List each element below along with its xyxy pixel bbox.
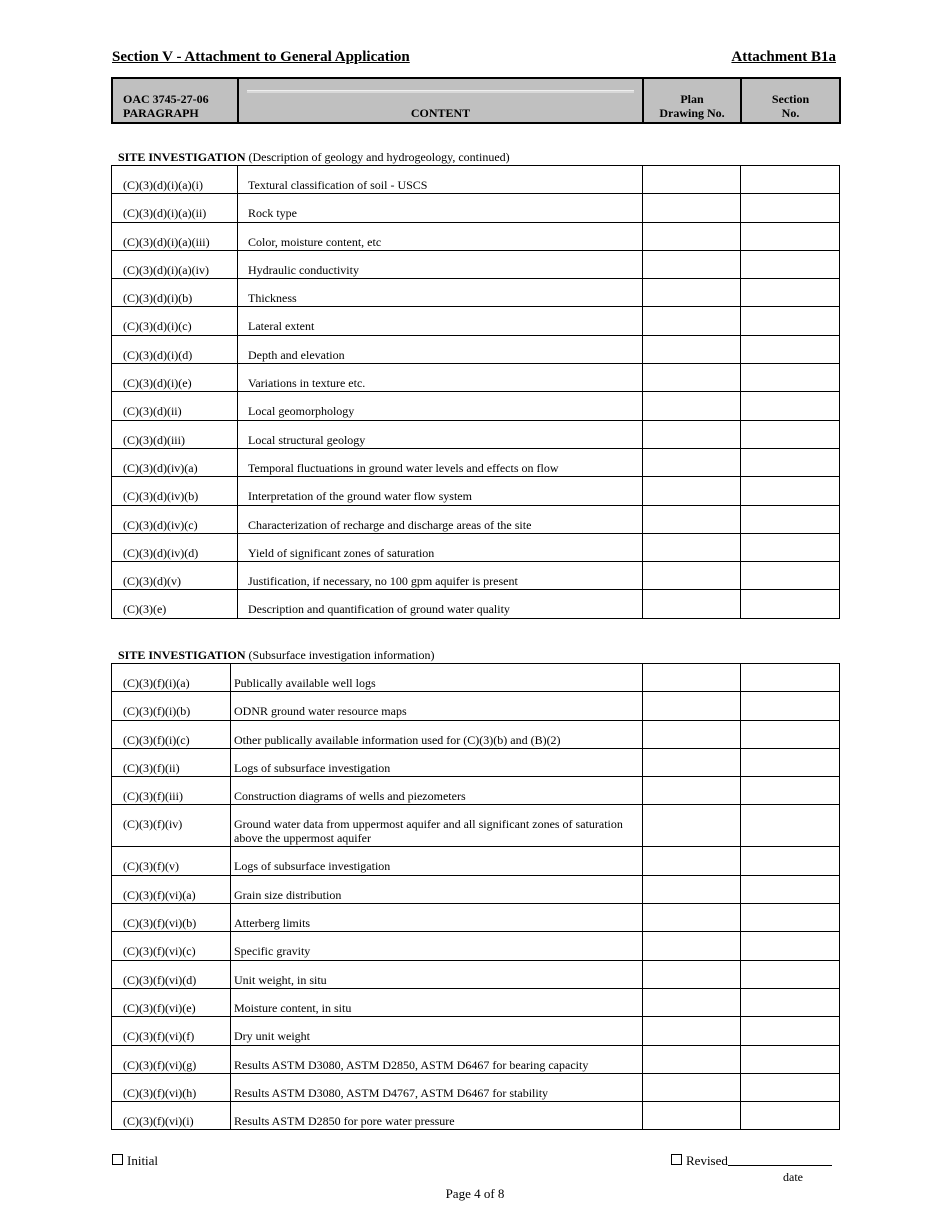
paragraph-ref: (C)(3)(f)(i)(b) bbox=[112, 692, 231, 720]
content-desc: Local geomorphology bbox=[238, 392, 643, 420]
plan-drawing-cell[interactable] bbox=[643, 1073, 741, 1101]
section-no-cell[interactable] bbox=[741, 1073, 840, 1101]
paragraph-ref: (C)(3)(f)(iii) bbox=[112, 777, 231, 805]
section-no-cell[interactable] bbox=[741, 307, 840, 335]
table-row bbox=[112, 805, 840, 847]
section-no-cell[interactable] bbox=[741, 692, 840, 720]
subsurface-table bbox=[111, 663, 840, 1130]
section-header-line2: No. bbox=[781, 106, 800, 120]
section-no-cell[interactable] bbox=[741, 932, 840, 960]
paragraph-ref: (C)(3)(f)(vi)(h) bbox=[112, 1073, 231, 1101]
content-desc: Ground water data from uppermost aquifer and all significant zones of saturation above the uppermost aquifer bbox=[231, 805, 643, 847]
plan-header-line1: Plan bbox=[680, 92, 704, 106]
section-no-cell[interactable] bbox=[741, 166, 840, 194]
paragraph-ref: (C)(3)(d)(i)(d) bbox=[112, 335, 238, 363]
plan-drawing-cell[interactable] bbox=[643, 477, 741, 505]
table-row bbox=[112, 932, 840, 960]
paragraph-ref: (C)(3)(d)(ii) bbox=[112, 392, 238, 420]
plan-drawing-cell[interactable] bbox=[643, 505, 741, 533]
table-row bbox=[112, 250, 840, 278]
plan-drawing-cell[interactable] bbox=[643, 166, 741, 194]
section-no-cell[interactable] bbox=[741, 250, 840, 278]
table-row bbox=[112, 166, 840, 194]
table-row bbox=[112, 664, 840, 692]
table-row bbox=[112, 1017, 840, 1045]
content-desc: Textural classification of soil - USCS bbox=[238, 166, 643, 194]
content-desc: Characterization of recharge and discharge areas of the site bbox=[238, 505, 643, 533]
paragraph-ref: (C)(3)(f)(vi)(c) bbox=[112, 932, 231, 960]
table-row bbox=[112, 477, 840, 505]
plan-drawing-cell[interactable] bbox=[643, 875, 741, 903]
section2-subtitle: (Subsurface investigation information) bbox=[248, 648, 435, 662]
plan-drawing-cell[interactable] bbox=[643, 847, 741, 875]
plan-drawing-cell[interactable] bbox=[643, 364, 741, 392]
plan-drawing-cell[interactable] bbox=[643, 307, 741, 335]
paragraph-ref: (C)(3)(d)(iv)(c) bbox=[112, 505, 238, 533]
plan-drawing-cell[interactable] bbox=[643, 222, 741, 250]
plan-drawing-cell[interactable] bbox=[643, 904, 741, 932]
plan-drawing-cell[interactable] bbox=[643, 392, 741, 420]
section2-heading bbox=[118, 648, 434, 663]
paragraph-ref: (C)(3)(d)(iii) bbox=[112, 420, 238, 448]
paragraph-ref: (C)(3)(d)(i)(a)(iv) bbox=[112, 250, 238, 278]
table-row bbox=[112, 692, 840, 720]
plan-drawing-cell[interactable] bbox=[643, 988, 741, 1016]
content-desc: Unit weight, in situ bbox=[231, 960, 643, 988]
plan-drawing-cell[interactable] bbox=[643, 562, 741, 590]
plan-drawing-cell[interactable] bbox=[643, 960, 741, 988]
table-row bbox=[112, 1102, 840, 1130]
content-desc: Logs of subsurface investigation bbox=[231, 748, 643, 776]
content-desc: Hydraulic conductivity bbox=[238, 250, 643, 278]
paragraph-column-header bbox=[112, 78, 238, 123]
content-desc: Justification, if necessary, no 100 gpm aquifer is present bbox=[238, 562, 643, 590]
table-row bbox=[112, 279, 840, 307]
initial-label: Initial bbox=[127, 1153, 159, 1168]
section-no-cell[interactable] bbox=[741, 1045, 840, 1073]
section-no-cell[interactable] bbox=[741, 222, 840, 250]
table-row bbox=[112, 1073, 840, 1101]
content-desc: Construction diagrams of wells and piezometers bbox=[231, 777, 643, 805]
plan-drawing-cell[interactable] bbox=[643, 777, 741, 805]
content-desc: Moisture content, in situ bbox=[231, 988, 643, 1016]
section-no-cell[interactable] bbox=[741, 448, 840, 476]
paragraph-ref: (C)(3)(d)(i)(a)(iii) bbox=[112, 222, 238, 250]
plan-drawing-cell[interactable] bbox=[643, 805, 741, 847]
section-no-cell[interactable] bbox=[741, 279, 840, 307]
paragraph-header-line2: PARAGRAPH bbox=[123, 106, 199, 120]
content-desc: Thickness bbox=[238, 279, 643, 307]
table-row bbox=[112, 392, 840, 420]
paragraph-ref: (C)(3)(f)(vi)(d) bbox=[112, 960, 231, 988]
paragraph-ref: (C)(3)(f)(vi)(e) bbox=[112, 988, 231, 1016]
content-desc: Results ASTM D2850 for pore water pressure bbox=[231, 1102, 643, 1130]
content-desc: Dry unit weight bbox=[231, 1017, 643, 1045]
section-no-cell[interactable] bbox=[741, 960, 840, 988]
paragraph-ref: (C)(3)(f)(vi)(g) bbox=[112, 1045, 231, 1073]
section1-heading bbox=[118, 150, 510, 165]
section-title: Section V - Attachment to General Application bbox=[112, 49, 410, 65]
paragraph-ref: (C)(3)(d)(iv)(a) bbox=[112, 448, 238, 476]
section-no-cell[interactable] bbox=[741, 590, 840, 618]
section-no-cell[interactable] bbox=[741, 988, 840, 1016]
initial-checkbox[interactable] bbox=[112, 1154, 123, 1165]
content-desc: ODNR ground water resource maps bbox=[231, 692, 643, 720]
plan-drawing-cell[interactable] bbox=[643, 1102, 741, 1130]
attachment-label: Attachment B1a bbox=[731, 49, 836, 65]
content-desc: Other publically available information used for (C)(3)(b) and (B)(2) bbox=[231, 720, 643, 748]
section-no-cell[interactable] bbox=[741, 875, 840, 903]
section-no-cell[interactable] bbox=[741, 1102, 840, 1130]
table-row bbox=[112, 448, 840, 476]
content-desc: Variations in texture etc. bbox=[238, 364, 643, 392]
section-no-cell[interactable] bbox=[741, 533, 840, 561]
table-row bbox=[112, 222, 840, 250]
paragraph-ref: (C)(3)(f)(iv) bbox=[112, 805, 231, 847]
content-desc: Description and quantification of ground water quality bbox=[238, 590, 643, 618]
plan-drawing-cell[interactable] bbox=[643, 335, 741, 363]
section-no-cell[interactable] bbox=[741, 720, 840, 748]
table-row bbox=[112, 562, 840, 590]
paragraph-ref: (C)(3)(d)(i)(a)(ii) bbox=[112, 194, 238, 222]
section-no-cell[interactable] bbox=[741, 664, 840, 692]
section-no-cell[interactable] bbox=[741, 364, 840, 392]
plan-column-header bbox=[643, 78, 741, 123]
revised-label: Revised bbox=[686, 1153, 728, 1168]
table-row bbox=[112, 847, 840, 875]
content-desc: Rock type bbox=[238, 194, 643, 222]
section-no-cell[interactable] bbox=[741, 1017, 840, 1045]
section2-title: SITE INVESTIGATION bbox=[118, 648, 246, 662]
plan-drawing-cell[interactable] bbox=[643, 420, 741, 448]
section-no-cell[interactable] bbox=[741, 335, 840, 363]
content-desc: Local structural geology bbox=[238, 420, 643, 448]
content-desc: Interpretation of the ground water flow system bbox=[238, 477, 643, 505]
table-row bbox=[112, 777, 840, 805]
paragraph-ref: (C)(3)(d)(i)(a)(i) bbox=[112, 166, 238, 194]
content-desc: Grain size distribution bbox=[231, 875, 643, 903]
paragraph-ref: (C)(3)(d)(i)(b) bbox=[112, 279, 238, 307]
initial-option[interactable] bbox=[112, 1153, 158, 1169]
section-no-cell[interactable] bbox=[741, 904, 840, 932]
paragraph-ref: (C)(3)(f)(v) bbox=[112, 847, 231, 875]
plan-drawing-cell[interactable] bbox=[643, 664, 741, 692]
table-row bbox=[112, 533, 840, 561]
table-row bbox=[112, 748, 840, 776]
content-desc: Logs of subsurface investigation bbox=[231, 847, 643, 875]
table-row bbox=[112, 1045, 840, 1073]
content-header-label: CONTENT bbox=[410, 106, 471, 120]
content-desc: Temporal fluctuations in ground water levels and effects on flow bbox=[238, 448, 643, 476]
section-no-cell[interactable] bbox=[741, 562, 840, 590]
plan-drawing-cell[interactable] bbox=[643, 720, 741, 748]
plan-drawing-cell[interactable] bbox=[643, 590, 741, 618]
plan-drawing-cell[interactable] bbox=[643, 748, 741, 776]
table-row bbox=[112, 420, 840, 448]
paragraph-header-line1: OAC 3745-27-06 bbox=[123, 92, 209, 106]
table-row bbox=[112, 720, 840, 748]
revised-checkbox[interactable] bbox=[671, 1154, 682, 1165]
plan-drawing-cell[interactable] bbox=[643, 279, 741, 307]
content-desc: Results ASTM D3080, ASTM D2850, ASTM D6467 for bearing capacity bbox=[231, 1045, 643, 1073]
paragraph-ref: (C)(3)(d)(v) bbox=[112, 562, 238, 590]
table-row bbox=[112, 194, 840, 222]
paragraph-ref: (C)(3)(d)(iv)(d) bbox=[112, 533, 238, 561]
table-row bbox=[112, 988, 840, 1016]
section-no-cell[interactable] bbox=[741, 748, 840, 776]
paragraph-ref: (C)(3)(f)(ii) bbox=[112, 748, 231, 776]
plan-drawing-cell[interactable] bbox=[643, 1017, 741, 1045]
date-label: date bbox=[783, 1170, 803, 1184]
plan-drawing-cell[interactable] bbox=[643, 533, 741, 561]
section-no-cell[interactable] bbox=[741, 392, 840, 420]
revised-option[interactable] bbox=[671, 1153, 832, 1169]
section-no-cell[interactable] bbox=[741, 777, 840, 805]
plan-drawing-cell[interactable] bbox=[643, 1045, 741, 1073]
page-number: Page 4 of 8 bbox=[445, 1186, 505, 1201]
content-desc: Specific gravity bbox=[231, 932, 643, 960]
table-row bbox=[112, 364, 840, 392]
column-header-table bbox=[111, 77, 841, 124]
content-desc: Results ASTM D3080, ASTM D4767, ASTM D6467 for stability bbox=[231, 1073, 643, 1101]
section-no-cell[interactable] bbox=[741, 194, 840, 222]
content-desc: Color, moisture content, etc bbox=[238, 222, 643, 250]
table-row bbox=[112, 590, 840, 618]
plan-drawing-cell[interactable] bbox=[643, 194, 741, 222]
section-column-header bbox=[741, 78, 840, 123]
table-row bbox=[112, 307, 840, 335]
section-no-cell[interactable] bbox=[741, 847, 840, 875]
paragraph-ref: (C)(3)(f)(i)(a) bbox=[112, 664, 231, 692]
section-no-cell[interactable] bbox=[741, 805, 840, 847]
paragraph-ref: (C)(3)(f)(i)(c) bbox=[112, 720, 231, 748]
table-row bbox=[112, 875, 840, 903]
section-header-line1: Section bbox=[771, 92, 810, 106]
section-no-cell[interactable] bbox=[741, 477, 840, 505]
revised-date-line[interactable] bbox=[728, 1154, 832, 1166]
plan-drawing-cell[interactable] bbox=[643, 692, 741, 720]
content-desc: Atterberg limits bbox=[231, 904, 643, 932]
table-row bbox=[112, 505, 840, 533]
paragraph-ref: (C)(3)(f)(vi)(a) bbox=[112, 875, 231, 903]
content-column-header bbox=[238, 78, 643, 123]
section1-title: SITE INVESTIGATION bbox=[118, 150, 246, 164]
content-desc: Publically available well logs bbox=[231, 664, 643, 692]
content-desc: Lateral extent bbox=[238, 307, 643, 335]
content-desc: Yield of significant zones of saturation bbox=[238, 533, 643, 561]
table-row bbox=[112, 335, 840, 363]
paragraph-ref: (C)(3)(f)(vi)(f) bbox=[112, 1017, 231, 1045]
plan-drawing-cell[interactable] bbox=[643, 932, 741, 960]
paragraph-ref: (C)(3)(f)(vi)(i) bbox=[112, 1102, 231, 1130]
paragraph-ref: (C)(3)(d)(i)(e) bbox=[112, 364, 238, 392]
plan-drawing-cell[interactable] bbox=[643, 250, 741, 278]
content-desc: Depth and elevation bbox=[238, 335, 643, 363]
plan-drawing-cell[interactable] bbox=[643, 448, 741, 476]
paragraph-ref: (C)(3)(d)(i)(c) bbox=[112, 307, 238, 335]
plan-header-line2: Drawing No. bbox=[659, 106, 725, 120]
section-no-cell[interactable] bbox=[741, 505, 840, 533]
page-header bbox=[112, 49, 836, 69]
paragraph-ref: (C)(3)(f)(vi)(b) bbox=[112, 904, 231, 932]
paragraph-ref: (C)(3)(d)(iv)(b) bbox=[112, 477, 238, 505]
section-no-cell[interactable] bbox=[741, 420, 840, 448]
geology-table bbox=[111, 165, 840, 619]
paragraph-ref: (C)(3)(e) bbox=[112, 590, 238, 618]
table-row bbox=[112, 904, 840, 932]
section1-subtitle: (Description of geology and hydrogeology, continued) bbox=[248, 150, 510, 164]
table-row bbox=[112, 960, 840, 988]
header-bar bbox=[247, 90, 634, 93]
